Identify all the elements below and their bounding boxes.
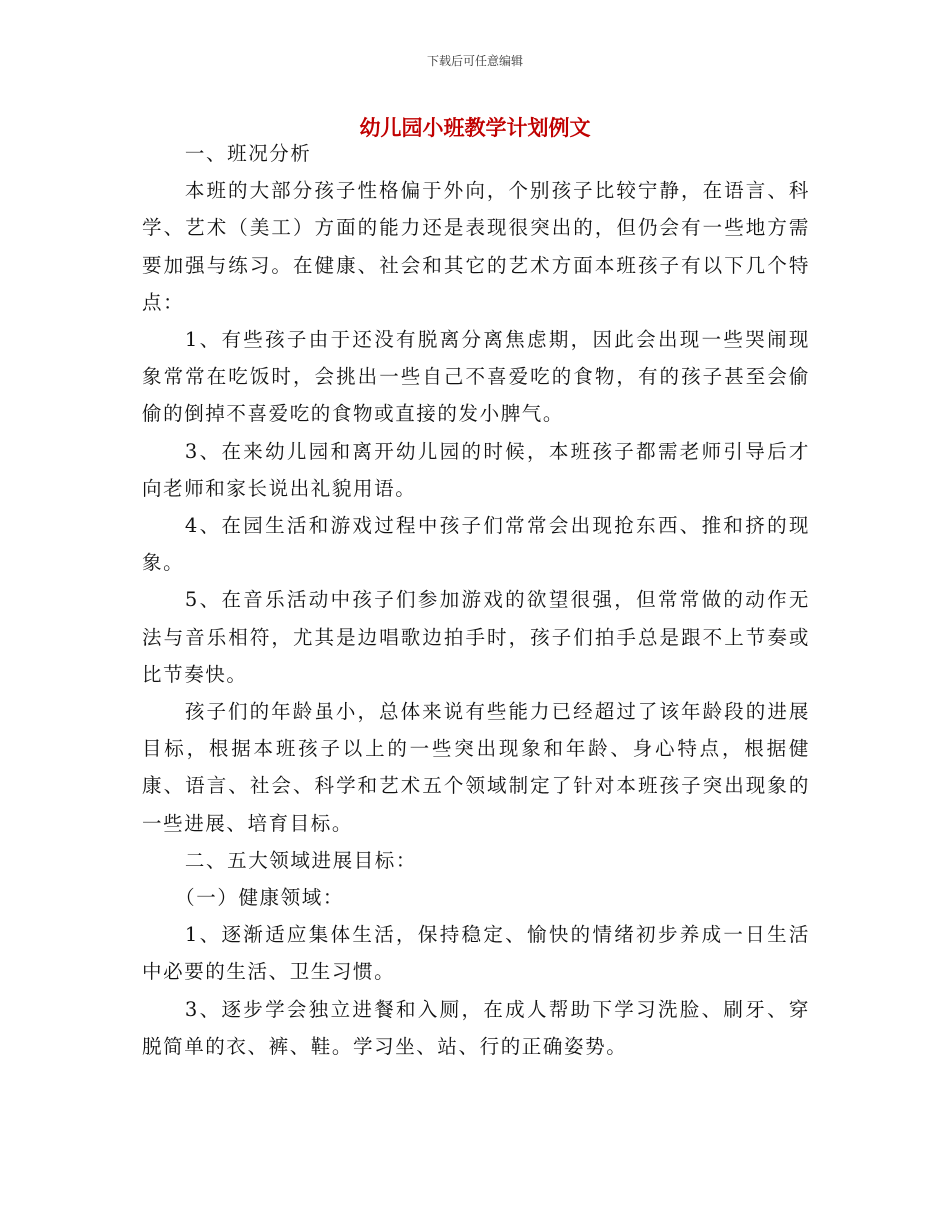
paragraph: 5、在音乐活动中孩子们参加游戏的欲望很强，但常常做的动作无法与音乐相符，尤其是边唱歌边拍手时，孩子们拍手总是跟不上节奏或比节奏快。 [142,588,810,686]
section-heading-class-analysis: 一、班况分析 [184,142,312,165]
section-heading-goals: 二、五大领域进展目标： [184,848,417,872]
paragraph: 4、在园生活和游戏过程中孩子们常常会出现抢东西、推和挤的现象。 [142,514,810,575]
paragraph: 3、在来幼儿园和离开幼儿园的时候，本班孩子都需老师引导后才向老师和家长说出礼貌用语。 [142,439,810,500]
paragraph: 1、逐渐适应集体生活，保持稳定、愉快的情绪初步养成一日生活中必要的生活、卫生习惯。 [142,923,810,984]
paragraph: 3、逐步学会独立进餐和入厕，在成人帮助下学习洗脸、刷牙、穿脱简单的衣、裤、鞋。学习坐、站、行的正确姿势。 [142,997,810,1058]
document-title: 幼儿园小班教学计划例文 [359,115,591,140]
paragraph: 孩子们的年龄虽小，总体来说有些能力已经超过了该年龄段的进展目标，根据本班孩子以上的一些突出现象和年龄、身心特点，根据健康、语言、社会、科学和艺术五个领域制定了针对本班孩子突出现象的一些进展、培育目标。 [142,700,810,835]
page-header: 下载后可任意编辑 [426,54,523,68]
paragraph: 本班的大部分孩子性格偏于外向，个别孩子比较宁静，在语言、科学、艺术（美工）方面的能力还是表现很突出的，但仍会有一些地方需要加强与练习。在健康、社会和其它的艺术方面本班孩子有以下几个特点： [142,179,810,314]
paragraph: 1、有些孩子由于还没有脱离分离焦虑期，因此会出现一些哭闹现象常常在吃饭时，会挑出一些自己不喜爱吃的食物，有的孩子甚至会偷偷的倒掉不喜爱吃的食物或直接的发小脾气。 [142,328,810,426]
document-body [142,135,810,1065]
sub-heading-health: （一）健康领域： [175,886,344,910]
